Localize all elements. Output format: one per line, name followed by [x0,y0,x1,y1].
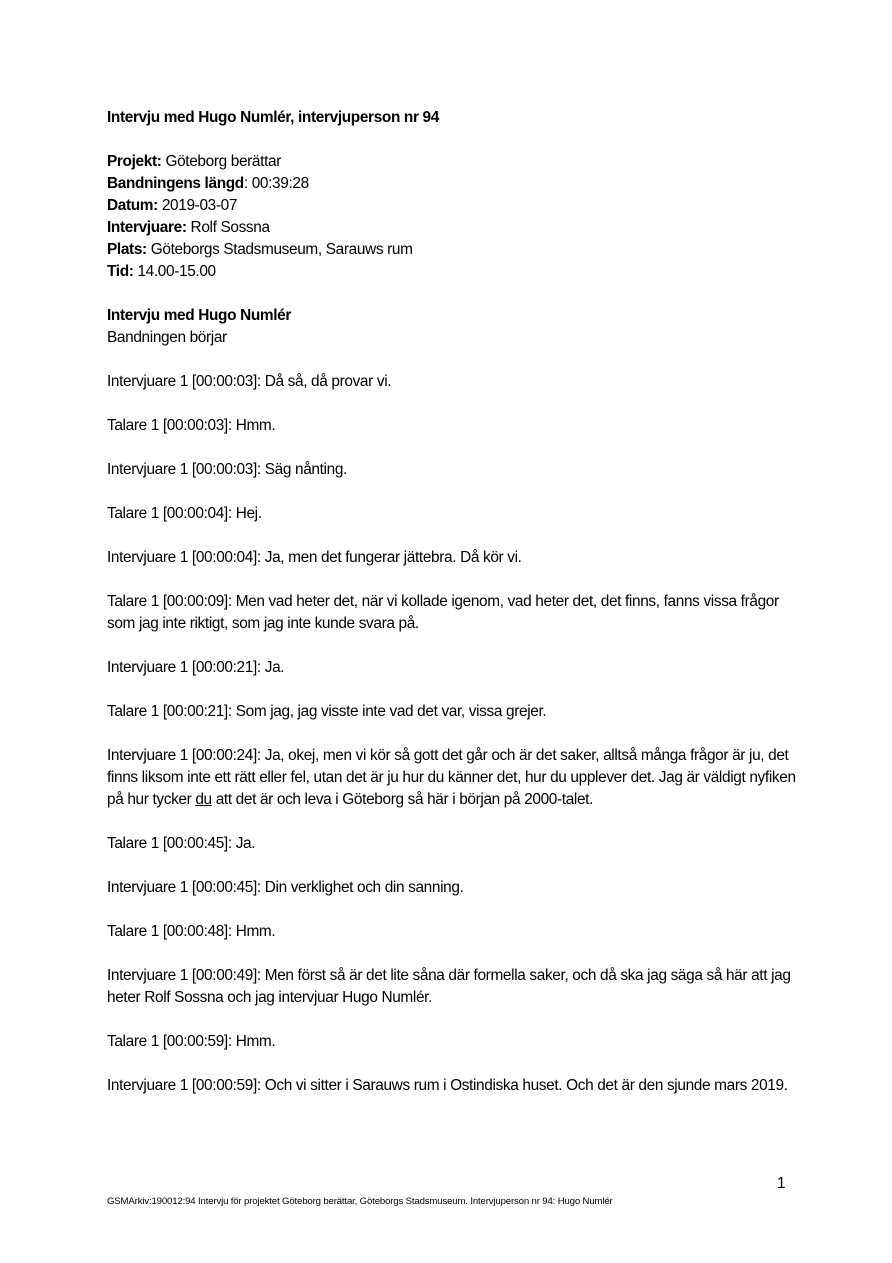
meta-label: Datum: [107,197,158,214]
meta-value: Göteborgs Stadsmuseum, Sarauws rum [146,241,413,258]
utterance: Talare 1 [00:00:45]: Ja. [107,835,256,852]
utterance: Talare 1 [00:00:21]: Som jag, jag visste inte vad det var, vissa grejer. [107,703,547,720]
page-number: 1 [777,1175,786,1192]
meta-label: Intervjuare: [107,219,187,236]
utterance-text: att det är och leva i Göteborg så här i början på 2000-talet. [211,791,594,808]
utterance: Intervjuare 1 [00:00:21]: Ja. [107,659,285,676]
utterance-text: Intervjuare 1 [00:00:24]: Ja, okej, men vi kör så gott det går och är det saker, alltså många frågor är ju, det finns liksom inte ett rätt eller fel, utan det är ju hur du känner det, hur du upplever det. Jag är väldigt nyfiken på hur tycker [107,747,796,808]
utterance: Intervjuare 1 [00:00:04]: Ja, men det fungerar jättebra. Då kör vi. [107,549,522,566]
meta-time [107,261,797,283]
meta-value: Göteborg berättar [161,153,281,170]
page-footer: GSMArkiv:190012:94 Intervju för projektet Göteborg berättar, Göteborgs Stadsmuseum. Intervjuperson nr 94: Hugo Numlér [107,1196,613,1207]
section-subtitle: Bandningen börjar [107,329,227,346]
section-heading-text: Intervju med Hugo Numlér [107,307,292,324]
meta-length [107,173,797,195]
utterance: Intervjuare 1 [00:00:59]: Och vi sitter i Sarauws rum i Ostindiska huset. Och det är den sjunde mars 2019. [107,1077,788,1094]
utterance: Intervjuare 1 [00:00:03]: Då så, då provar vi. [107,373,392,390]
meta-value: 14.00-15.00 [133,263,216,280]
meta-label: Projekt: [107,153,162,170]
utterance: Intervjuare 1 [00:00:49]: Men först så är det lite såna där formella saker, och då ska jag säga så här att jag heter Rolf Sossna och jag intervjuar Hugo Numlér. [107,967,791,1006]
section-heading [107,305,797,327]
utterance: Talare 1 [00:00:59]: Hmm. [107,1033,276,1050]
underlined-word: du [195,791,212,808]
utterance [107,745,797,811]
document-title [107,107,797,129]
document-page [107,107,797,1119]
utterance: Talare 1 [00:00:03]: Hmm. [107,417,276,434]
meta-value: 2019-03-07 [157,197,238,214]
utterance: Talare 1 [00:00:09]: Men vad heter det, när vi kollade igenom, vad heter det, det finns, fanns vissa frågor som jag inte riktigt, som jag inte kunde svara på. [107,593,779,632]
meta-project [107,151,797,173]
meta-value: Rolf Sossna [186,219,270,236]
meta-interviewer [107,217,797,239]
meta-place [107,239,797,261]
utterance: Talare 1 [00:00:48]: Hmm. [107,923,276,940]
meta-value: : 00:39:28 [243,175,309,192]
meta-label: Tid: [107,263,134,280]
utterance: Intervjuare 1 [00:00:45]: Din verklighet och din sanning. [107,879,464,896]
meta-label: Plats: [107,241,147,258]
utterance: Intervjuare 1 [00:00:03]: Säg nånting. [107,461,347,478]
utterance: Talare 1 [00:00:04]: Hej. [107,505,262,522]
meta-label: Bandningens längd [107,175,244,192]
meta-date [107,195,797,217]
title-text: Intervju med Hugo Numlér, intervjuperson nr 94 [107,109,439,126]
